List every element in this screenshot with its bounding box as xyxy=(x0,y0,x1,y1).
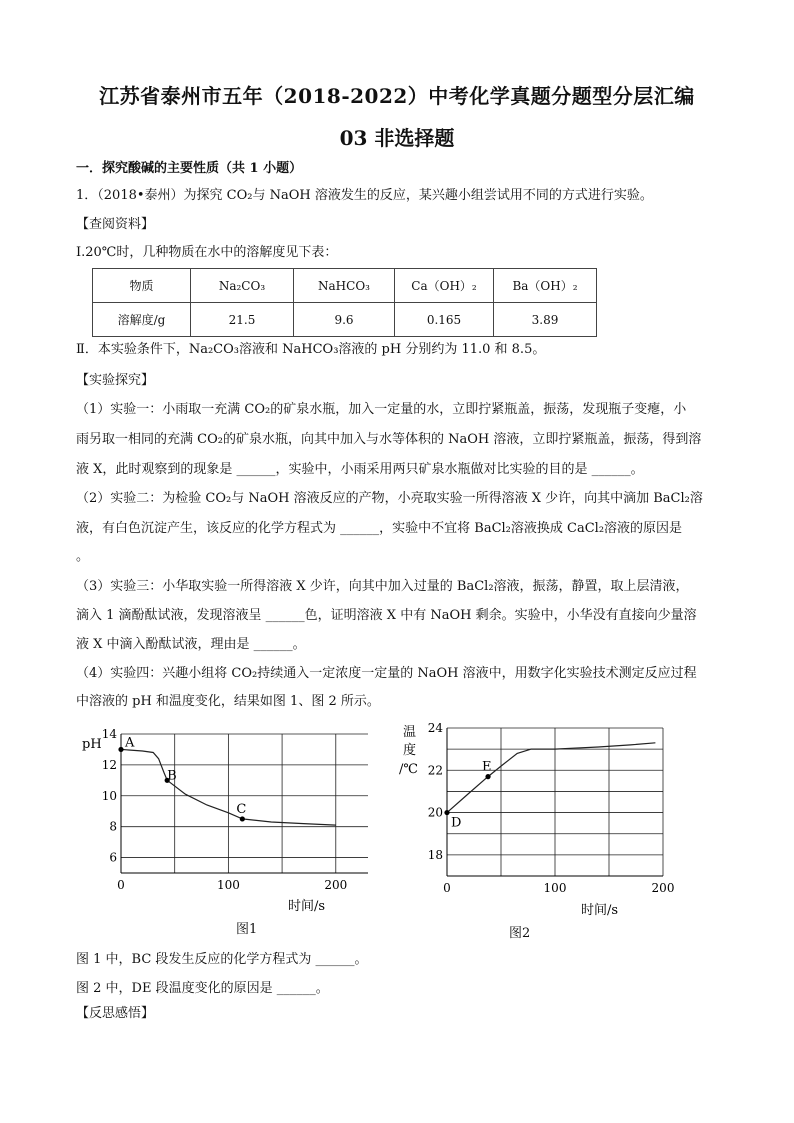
info-1: Ⅰ.20℃时，几种物质在水中的溶解度见下表： xyxy=(76,245,338,260)
y-tick-label: 6 xyxy=(109,850,117,865)
temp-axis-label-2: 度 xyxy=(403,743,417,758)
table-col-header: Na₂CO₃ xyxy=(191,269,294,303)
figure2-caption: 图2 xyxy=(509,926,531,941)
y-tick-label: 20 xyxy=(427,805,443,820)
temperature-curve xyxy=(447,743,655,813)
x-tick-label: 200 xyxy=(324,878,348,892)
y-tick-label: 12 xyxy=(101,757,117,772)
exp1-line3: 液 X，此时观察到的现象是 ______，实验中，小雨采用两只矿泉水瓶做对比实验的目的是 ______。 xyxy=(76,462,644,477)
table-row xyxy=(93,303,597,337)
table-cell: 3.89 xyxy=(494,303,597,337)
y-tick-label: 22 xyxy=(427,763,443,778)
exp3-line1: （3）实验三：小华取实验一所得溶液 X 少许，向其中加入过量的 BaCl₂溶液，振荡，静置，取上层清液， xyxy=(76,579,689,594)
y-tick-label: 10 xyxy=(101,788,117,803)
table-header-label: 物质 xyxy=(93,269,191,303)
table-cell: 0.165 xyxy=(395,303,494,337)
table-cell: 21.5 xyxy=(191,303,294,337)
consult-heading: 【查阅资料】 xyxy=(76,217,155,232)
exp3-line3: 液 X 中滴入酚酞试液，理由是 ______。 xyxy=(76,637,306,652)
table-col-header: NaHCO₃ xyxy=(294,269,395,303)
temperature-chart xyxy=(395,720,675,920)
exp4-line2: 中溶液的 pH 和温度变化，结果如图 1、图 2 所示。 xyxy=(76,694,380,709)
point-label: D xyxy=(451,815,462,831)
table-col-header: Ca（OH）₂ xyxy=(395,269,494,303)
temp-axis-label-3: /℃ xyxy=(399,762,418,777)
y-tick-label: 18 xyxy=(427,847,443,862)
x-tick-label: 200 xyxy=(651,881,675,895)
x-tick-label: 100 xyxy=(216,878,240,892)
question-fig1: 图 1 中，BC 段发生反应的化学方程式为 ______。 xyxy=(76,952,368,967)
point-c xyxy=(240,816,245,821)
reflect-heading: 【反思感悟】 xyxy=(76,1006,155,1021)
exp1-line1: （1）实验一：小雨取一充满 CO₂的矿泉水瓶，加入一定量的水，立即拧紧瓶盖，振荡，发现瓶子变瘪，小 xyxy=(76,402,687,417)
x-tick-label: 0 xyxy=(443,881,451,895)
temp-x-axis-label: 时间/s xyxy=(581,903,619,918)
table-col-header: Ba（OH）₂ xyxy=(494,269,597,303)
y-tick-label: 8 xyxy=(109,819,117,834)
point-label: A xyxy=(125,735,135,751)
table-row-label: 溶解度/g xyxy=(93,303,191,337)
point-label: B xyxy=(167,768,177,784)
info-2: Ⅱ．本实验条件下，Na₂CO₃溶液和 NaHCO₃溶液的 pH 分别约为 11.0 和 8.5。 xyxy=(76,342,546,357)
y-tick-label: 14 xyxy=(101,727,117,741)
point-a xyxy=(118,747,123,752)
figure1-caption: 图1 xyxy=(236,922,258,937)
question-intro: 1．（2018•泰州）为探究 CO₂与 NaOH 溶液发生的反应，某兴趣小组尝试用不同的方式进行实验。 xyxy=(76,188,653,203)
point-d xyxy=(444,810,449,815)
solubility-table xyxy=(92,268,597,337)
explore-heading: 【实验探究】 xyxy=(76,373,155,388)
y-tick-label: 24 xyxy=(427,721,443,735)
question-fig2: 图 2 中，DE 段温度变化的原因是 ______。 xyxy=(76,981,329,996)
x-tick-label: 0 xyxy=(117,878,125,892)
point-e xyxy=(485,774,490,779)
exp2-line3: 。 xyxy=(76,549,90,564)
point-label: C xyxy=(236,801,247,817)
exp2-line1: （2）实验二：为检验 CO₂与 NaOH 溶液反应的产物，小亮取实验一所得溶液 X 少许，向其中滴加 BaCl₂溶 xyxy=(76,491,703,506)
exp4-line1: （4）实验四：兴趣小组将 CO₂持续通入一定浓度一定量的 NaOH 溶液中，用数字化实验技术测定反应过程 xyxy=(76,666,697,681)
ph-axis-label: pH xyxy=(82,737,102,752)
temp-axis-label-1: 温 xyxy=(403,725,417,740)
page-subtitle: 03 非选择题 xyxy=(339,126,455,150)
exp3-line2: 滴入 1 滴酚酞试液，发现溶液呈 ______色，证明溶液 X 中有 NaOH 剩余。实验中，小华没有直接向少量溶 xyxy=(76,608,697,623)
table-cell: 9.6 xyxy=(294,303,395,337)
point-label: E xyxy=(482,759,492,775)
x-tick-label: 100 xyxy=(543,881,567,895)
ph-chart xyxy=(76,722,376,922)
ph-x-axis-label: 时间/s xyxy=(288,899,326,914)
exp1-line2: 雨另取一相同的充满 CO₂的矿泉水瓶，向其中加入与水等体积的 NaOH 溶液，立即拧紧瓶盖，振荡，得到溶 xyxy=(76,432,702,447)
page-title: 江苏省泰州市五年（2018-2022）中考化学真题分题型分层汇编 xyxy=(99,84,695,108)
table-row xyxy=(93,269,597,303)
exp2-line2: 液，有白色沉淀产生，该反应的化学方程式为 ______，实验中不宜将 BaCl₂溶液换成 CaCl₂溶液的原因是 xyxy=(76,521,683,536)
section-heading: 一．探究酸碱的主要性质（共 1 小题） xyxy=(76,161,303,176)
